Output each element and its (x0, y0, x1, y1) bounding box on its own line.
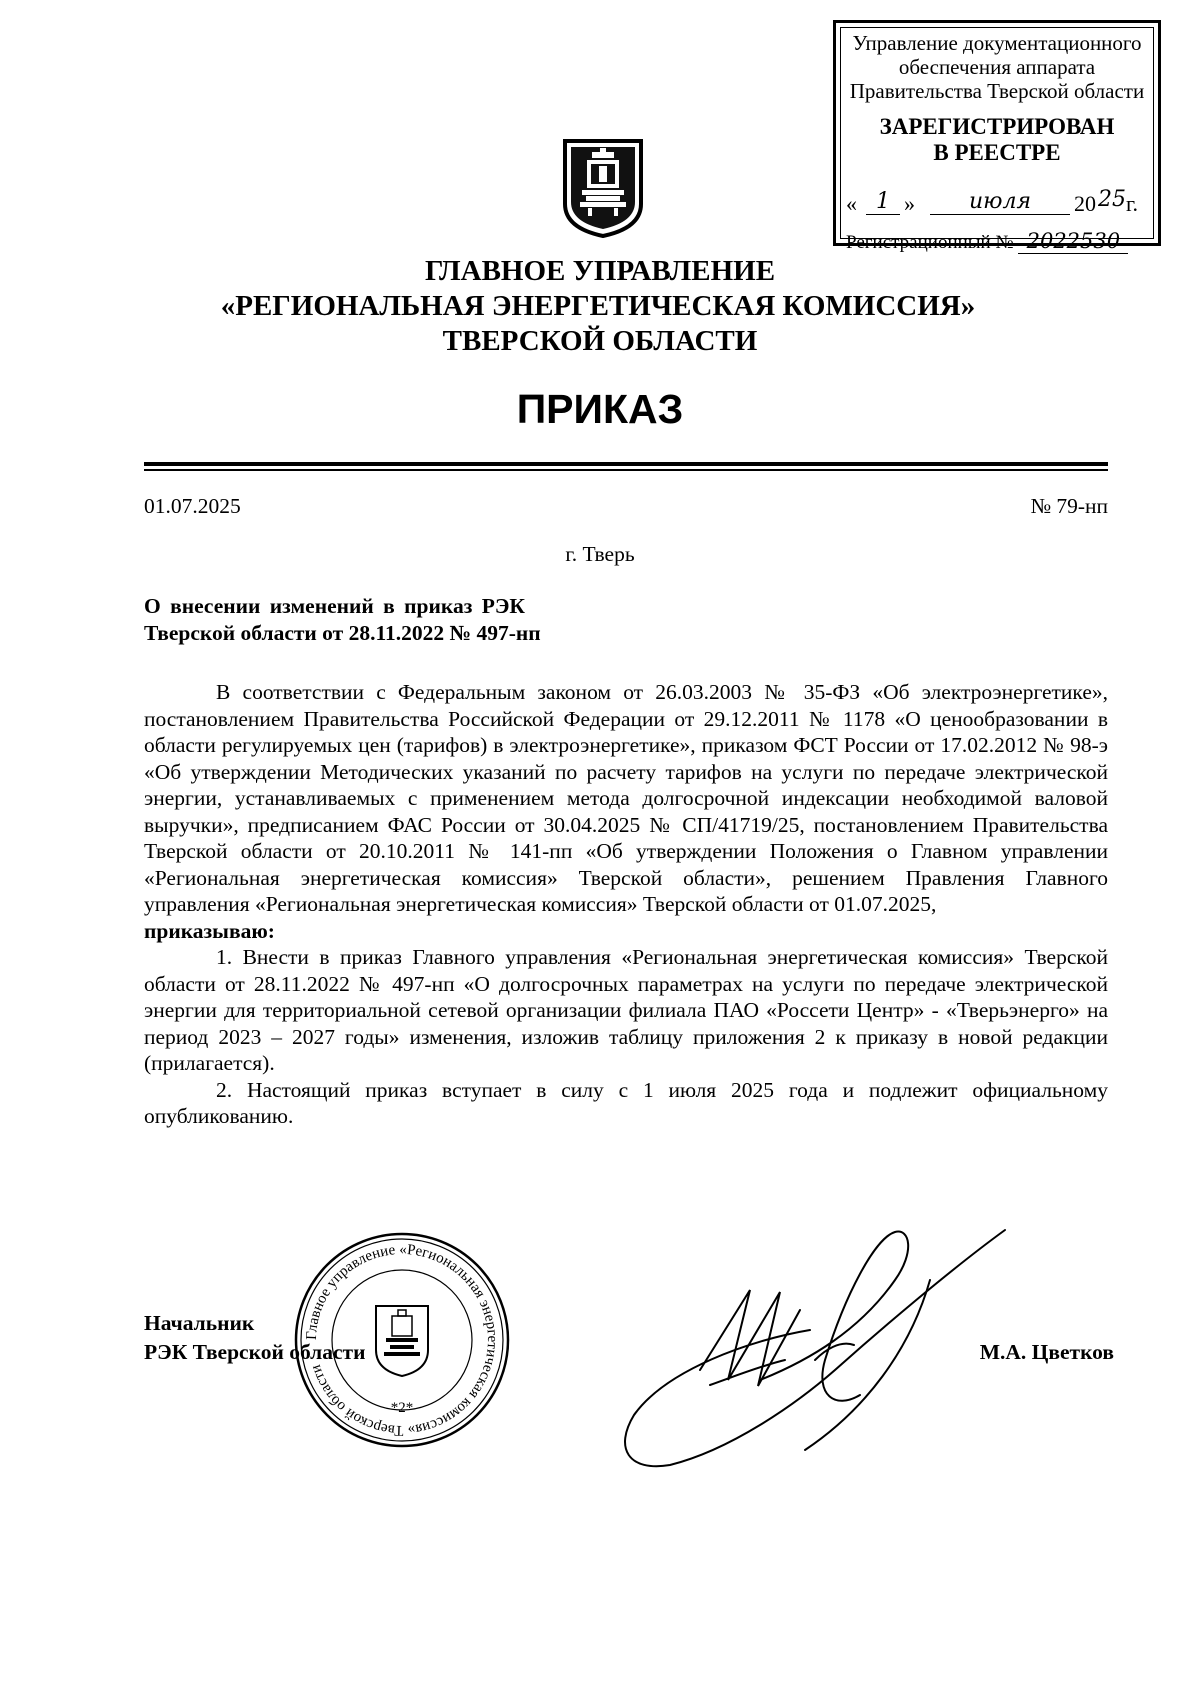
registry-stamp (833, 20, 1161, 253)
stamp-status-1: ЗАРЕГИСТРИРОВАН (879, 114, 1115, 139)
document-type-title: ПРИКАЗ (516, 386, 684, 432)
header-rule-thick (144, 462, 1108, 466)
signatory-name: М.А. Цветков (979, 1340, 1114, 1364)
org-name-line-1: ГЛАВНОЕ УПРАВЛЕНИЕ (424, 255, 776, 287)
stamp-line-3: Правительства Тверской области (849, 79, 1145, 103)
signatory-position-line-2: РЭК Тверской области (144, 1340, 366, 1364)
seal-ring-text: Главное управление «Региональная энергетическая комиссия» Тверской области (303, 1241, 501, 1439)
stamp-date-year: 25 (1098, 187, 1126, 212)
stamp-date: « 1 » июля 20 25 г. (846, 187, 1139, 216)
stamp-date-year-prefix: 20 (1074, 191, 1096, 216)
stamp-reg-label: Регистрационный № (846, 232, 1014, 253)
stamp-date-day: 1 (866, 189, 900, 215)
org-name-line-2: «РЕГИОНАЛЬНАЯ ЭНЕРГЕТИЧЕСКАЯ КОМИССИЯ» (220, 290, 976, 322)
stamp-line-2: обеспечения аппарата (898, 55, 1096, 79)
document-date: 01.07.2025 (144, 494, 241, 518)
header-rule-thin (144, 469, 1108, 471)
stamp-date-year-suffix: г. (1126, 191, 1139, 216)
stamp-line-1: Управление документационного (852, 31, 1142, 55)
subject-line-2: Тверской области от 28.11.2022 № 497-нп (144, 621, 541, 645)
document-city: г. Тверь (565, 542, 635, 566)
handwritten-signature (610, 1210, 1010, 1470)
document-body (144, 679, 1108, 1130)
document-number: № 79-нп (1030, 494, 1108, 518)
stamp-registration (846, 229, 1154, 254)
order-item-2: 2. Настоящий приказ вступает в силу с 1 июля 2025 года и подлежит официальному опубликованию. (144, 1077, 1108, 1128)
stamp-reg-number: 2022530 (1018, 229, 1128, 254)
order-item-1: 1. Внести в приказ Главного управления «Региональная энергетическая комиссия» Тверской области от 28.11.2022 № 497-нп «О долгосрочных параметрах на услуги по передаче электрической энергии для территориальной сетевой организации филиала ПАО «Россети Центр» - «Тверьэнерго» на период 2023 – 2027 годы» изменения, изложив таблицу приложения 2 к приказу в новой редакции (прилагается). (144, 945, 1108, 1075)
subject-line-1: О внесении изменений в приказ РЭК (144, 594, 526, 618)
org-name-line-3: ТВЕРСКОЙ ОБЛАСТИ (442, 325, 758, 357)
stamp-date-month: июля (930, 189, 1070, 215)
signatory-position-line-1: Начальник (144, 1311, 255, 1335)
order-word: приказываю: (144, 918, 275, 943)
stamp-status-2: В РЕЕСТРЕ (933, 140, 1061, 165)
preamble-paragraph: В соответствии с Федеральным законом от 26.03.2003 № 35-ФЗ «Об электроэнергетике», постановлением Правительства Российской Федерации от 29.12.2011 № 1178 «О ценообразовании в области регулируемых цен (тарифов) в электроэнергетике», приказом ФСТ России от 17.02.2012 № 98-э «Об утверждении Методических указаний по расчету тарифов на услуги по передаче электрической энергии, устанавливаемых с применением метода долгосрочной индексации необходимой валовой выручки», предписанием ФАС России от 30.04.2025 № СП/41719/25, постановлением Правительства Тверской области от 20.10.2011 № 141-пп «Об утверждении Положения о Главном управлении «Региональная энергетическая комиссия» Тверской области», решением Правления Главного управления «Региональная энергетическая комиссия» Тверской области от 01.07.2025, (144, 680, 1108, 916)
coat-of-arms-emblem (562, 138, 644, 238)
seal-bottom-mark: *2* (390, 1400, 414, 1416)
